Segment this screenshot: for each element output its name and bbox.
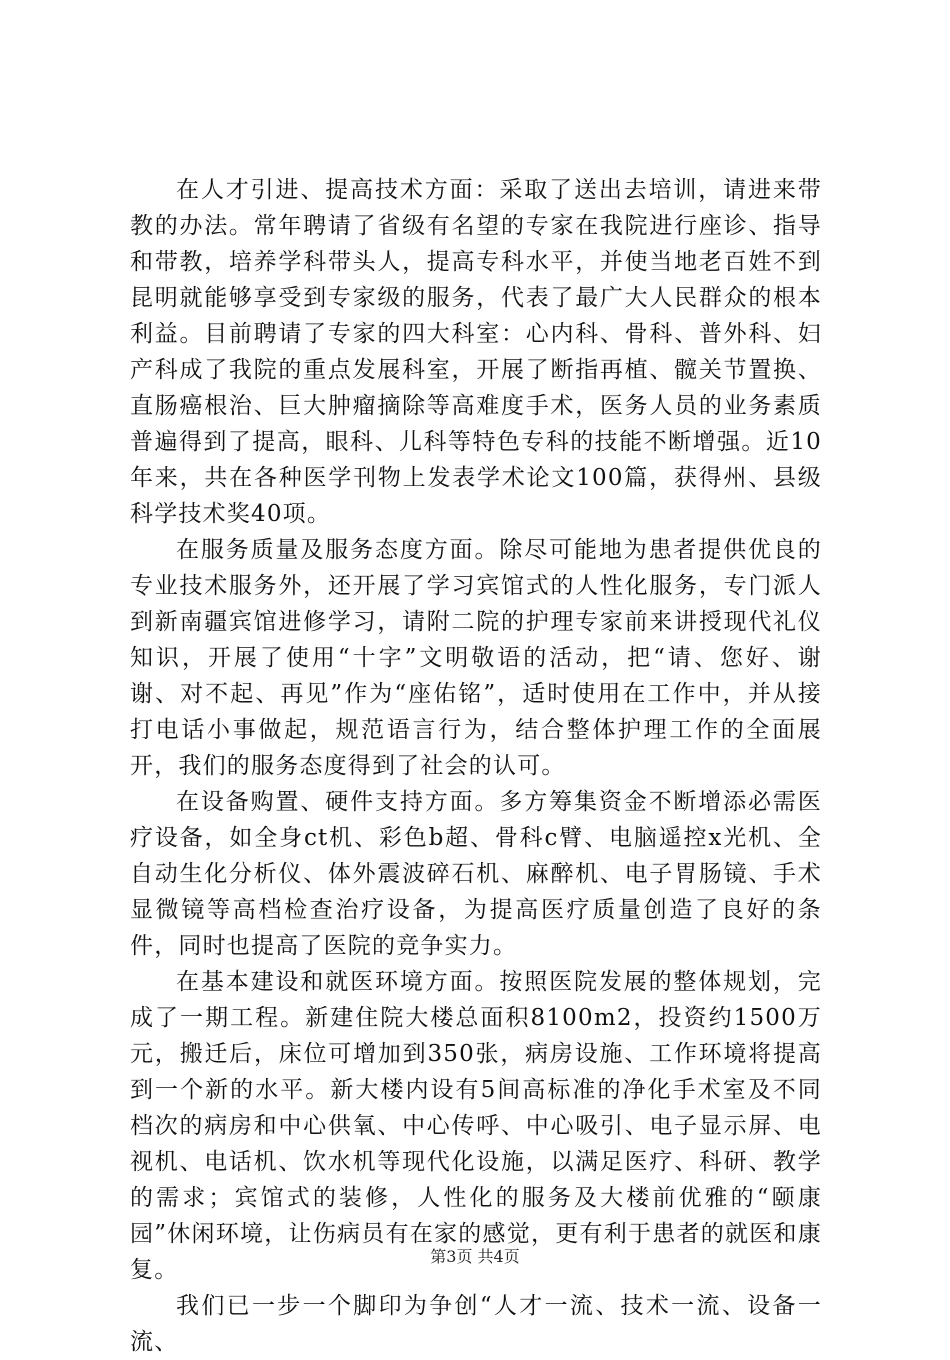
paragraph-conclusion: 我们已一步一个脚印为争创“人才一流、技术一流、设备一流、 <box>130 1293 822 1355</box>
paragraph-construction: 在基本建设和就医环境方面。按照医院发展的整体规划，完成了一期工程。新建住院大楼总面积8100m2，投资约1500万元，搬迁后，床位可增加到350张，病房设施、工作环境将提高到一个新的水平。新大楼内设有5间高标准的净化手术室及不同档次的病房和中心供氧、中心传呼、中心吸引、电子显示屏、电视机、电话机、饮水机等现代化设施，以满足医疗、科研、教学的需求；宾馆式的装修，人性化的服务及大楼前优雅的“颐康园”休闲环境，让伤病员有在家的感觉，更有利于患者的就医和康复。 <box>130 969 822 1283</box>
paragraph-service: 在服务质量及服务态度方面。除尽可能地为患者提供优良的专业技术服务外，还开展了学习宾馆式的人性化服务，专门派人到新南疆宾馆进修学习，请附二院的护理专家前来讲授现代礼仪知识，开展了使用“十字”文明敬语的活动，把“请、您好、谢谢、对不起、再见”作为“座佑铭”，适时使用在工作中，并从接打电话小事做起，规范语言行为，结合整体护理工作的全面展开，我们的服务态度得到了社会的认可。 <box>130 537 822 779</box>
document-body <box>130 172 822 1360</box>
paragraph-talent: 在人才引进、提高技术方面：采取了送出去培训，请进来带教的办法。常年聘请了省级有名望的专家在我院进行座诊、指导和带教，培养学科带头人，提高专科水平，并使当地老百姓不到昆明就能够享受到专家级的服务，代表了最广大人民群众的根本利益。目前聘请了专家的四大科室：心内科、骨科、普外科、妇产科成了我院的重点发展科室，开展了断指再植、髋关节置换、直肠癌根治、巨大肿瘤摘除等高难度手术，医务人员的业务素质普遍得到了提高，眼科、儿科等特色专科的技能不断增强。近10年来，共在各种医学刊物上发表学术论文100篇，获得州、县级科学技术奖40项。 <box>130 177 822 527</box>
page-footer: 第3页 共4页 <box>430 1247 520 1266</box>
paragraph-equipment: 在设备购置、硬件支持方面。多方筹集资金不断增添必需医疗设备，如全身ct机、彩色b超、骨科c臂、电脑遥控x光机、全自动生化分析仪、体外震波碎石机、麻醉机、电子胃肠镜、手术显微镜等高档检查治疗设备，为提高医疗质量创造了良好的条件，同时也提高了医院的竞争实力。 <box>130 789 822 959</box>
